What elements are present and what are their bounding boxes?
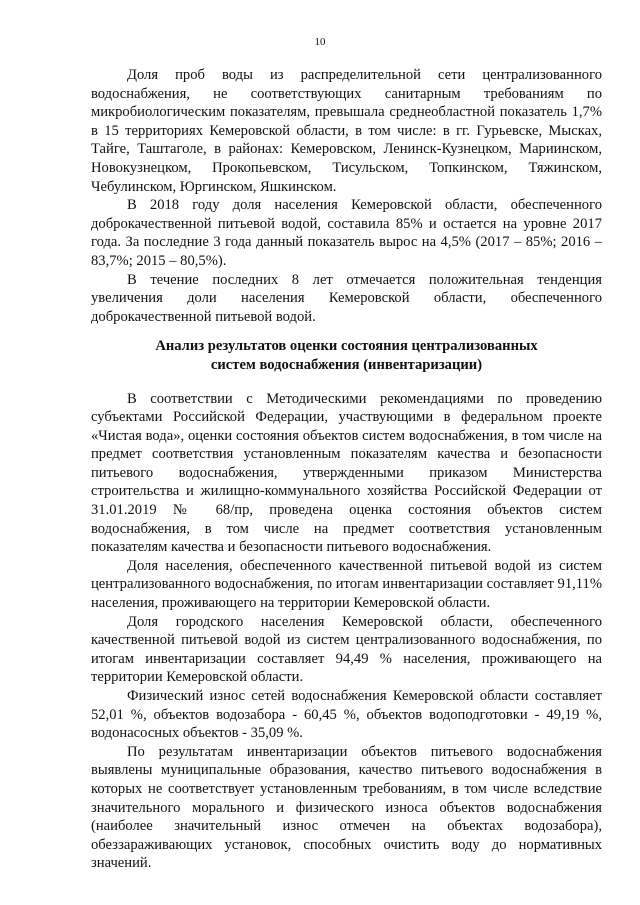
section-heading-line-1: Анализ результатов оценки состояния централизованных — [155, 338, 538, 355]
page-number: 10 — [314, 36, 326, 48]
paragraph-positive-trend: В течение последних 8 лет отмечается положительная тенденция увеличения доли населения Кемеровской области, обеспеченного доброкачественной питьевой водой. — [91, 271, 602, 325]
paragraph-quality-water-share: Доля населения, обеспеченного качественной питьевой водой из систем централизованного водоснабжения, по итогам инвентаризации составляет 91,11% населения, проживающего на территории Кемеровской области. — [91, 557, 602, 612]
paragraph-physical-wear: Физический износ сетей водоснабжения Кемеровской области составляет 52,01 %, объектов водозабора - 60,45 %, объектов водоподготовки - 49,19 %, водонасосных объектов - 35,09 %. — [91, 688, 602, 742]
section-heading-line-2: систем водоснабжения (инвентаризации) — [210, 356, 483, 373]
paragraph-water-samples: Доля проб воды из распределительной сети централизованного водоснабжения, не соответствующих санитарным требованиям по микробиологическим показателям, превышала среднеобластной показатель 1,7% в 15 территориях Кемеровской области, в том числе: в гг. Гурьевске, Мысках, Тайге, Таштаголе, в районах: Кемеровском, Ленинск-Кузнецком, Мариинском, Новокузнецком, Прокопьевском, Тисульском, Топкинском, Тяжинском, Чебулинском, Юргинском, Яшкинском. — [91, 67, 602, 195]
document-body — [91, 66, 602, 873]
paragraph-methodology: В соответствии с Методическими рекомендациями по проведению субъектами Российской Федерации, участвующими в федеральном проекте «Чистая вода», оценки состояния объектов систем водоснабжения, в том числе на предмет соответствия установленным показателям качества и безопасности питьевого водоснабжения, утвержденными приказом Министерства строительства и жилищно-коммунального хозяйства Российской Федерации от 31.01.2019 № 68/пр, проведена оценка состояния объектов систем водоснабжения, в том числе на предмет соответствия установленным показателям качества и безопасности питьевого водоснабжения. — [91, 390, 602, 556]
section-heading — [91, 337, 602, 374]
paragraph-urban-population-share: Доля городского населения Кемеровской области, обеспеченного качественной питьевой водой из систем централизованного водоснабжения, по итогам инвентаризации составляет 94,49 % населения, проживающего на территории Кемеровской области. — [91, 613, 602, 686]
paragraph-population-share-2018: В 2018 году доля населения Кемеровской области, обеспеченного доброкачественной питьевой водой, составила 85% и остается на уровне 2017 года. За последние 3 года данный показатель вырос на 4,5% (2017 – 85%; 2016 – 83,7%; 2015 – 80,5%). — [91, 197, 602, 269]
paragraph-inventory-results: По результатам инвентаризации объектов питьевого водоснабжения выявлены муниципальные образования, качество питьевого водоснабжения в которых не соответствует установленным требованиям, в том числе вследствие значительного морального и физического износа объектов водоснабжения (наиболее значительный износ отмечен на объектах водозабора), обеззараживающих установок, способных очистить воду до нормативных значений. — [91, 743, 602, 872]
